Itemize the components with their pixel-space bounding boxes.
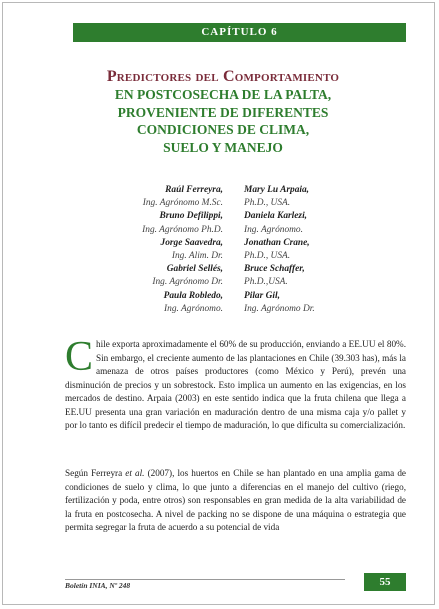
drop-cap: C <box>65 334 94 380</box>
body-paragraph-1 <box>65 334 406 433</box>
page-number-badge: 55 <box>364 573 406 591</box>
paragraph-2-text-start: Según Ferreyra <box>65 468 126 478</box>
author-name: Pilar Gil, <box>244 290 280 301</box>
footer-rule <box>65 579 345 580</box>
author-name: Bruno Defilippi, <box>159 211 223 222</box>
author-degree: Ing. Agrónomo Dr. <box>152 277 223 288</box>
chapter-banner: CAPÍTULO 6 <box>73 23 406 42</box>
author-degree: Ing. Agrónomo. <box>164 303 223 314</box>
author-name: Jonathan Crane, <box>244 237 310 248</box>
author-degree: Ph.D.,USA. <box>244 277 288 288</box>
author-name: Gabriel Sellés, <box>166 264 223 275</box>
title-line-5: SUELO Y MANEJO <box>163 139 283 155</box>
document-page <box>2 2 435 605</box>
body-paragraph-2 <box>65 467 406 535</box>
author-name: Jorge Saavedra, <box>160 237 223 248</box>
author-name: Bruce Schaffer, <box>244 264 305 275</box>
paragraph-1-text: hile exporta aproximadamente el 60% de su producción, enviando a EE.UU el 80%. Sin embargo, el creciente aumento de las plantaciones en Chile (39.303 has), más la amenaza de otros países productores (como México y Perú), prevén una disminución de precios y un sobrestock. Esto implica un aumento en las exigencias, en los mercados de destino. Arpaia (2003) en este sentido indica que la fruta chilena que llega a EE.UU presenta una gran variación en maduración dentro de una misma caja y/o pallet y por lo tanto es difícil predecir el tiempo de maduración, lo que dificulta su comercialización. <box>65 339 406 431</box>
author-name: Daniela Karlezi, <box>244 211 308 222</box>
title-line-4: CONDICIONES DE CLIMA, <box>136 122 310 137</box>
paragraph-2-text-rest: (2007), los huertos en Chile se han plantado en una amplia gama de condiciones de suelo y clima, lo que junto a diferencias en el manejo del cultivo (riego, fertilización y poda, entre otros) son responsables en gran medida de la alta variabilidad de la fruta en postcosecha. A nivel de packing no se dispone de una máquina o estrategia que permita segregar la fruta de acuerdo a su potencial de vida <box>65 468 407 533</box>
chapter-title <box>33 67 413 156</box>
authors-left-column <box>93 184 223 316</box>
author-degree: Ph.D., USA. <box>244 198 291 209</box>
author-name: Raúl Ferreyra, <box>165 185 223 195</box>
paragraph-2-citation-etal: et al. <box>125 468 145 478</box>
title-line-2: EN POSTCOSECHA DE LA PALTA, <box>114 87 332 102</box>
author-name: Paula Robledo, <box>163 290 223 301</box>
title-line-1: Predictores del Comportamiento <box>106 68 340 85</box>
author-degree: Ing. Agrónomo Dr. <box>244 303 315 314</box>
author-degree: Ing. Agrónomo. <box>244 224 303 235</box>
author-degree: Ing. Agrónomo M.Sc. <box>142 198 223 209</box>
footer-bulletin-label: Boletín INIA, Nº 248 <box>65 581 131 590</box>
author-degree: Ing. Agrónomo Ph.D. <box>142 224 223 235</box>
authors-right-column <box>244 184 374 316</box>
title-line-3: PROVENIENTE DE DIFERENTES <box>117 104 329 120</box>
author-name: Mary Lu Arpaia, <box>244 185 310 195</box>
author-degree: Ph.D., USA. <box>244 251 291 262</box>
author-degree: Ing. Alim. Dr. <box>171 251 223 262</box>
